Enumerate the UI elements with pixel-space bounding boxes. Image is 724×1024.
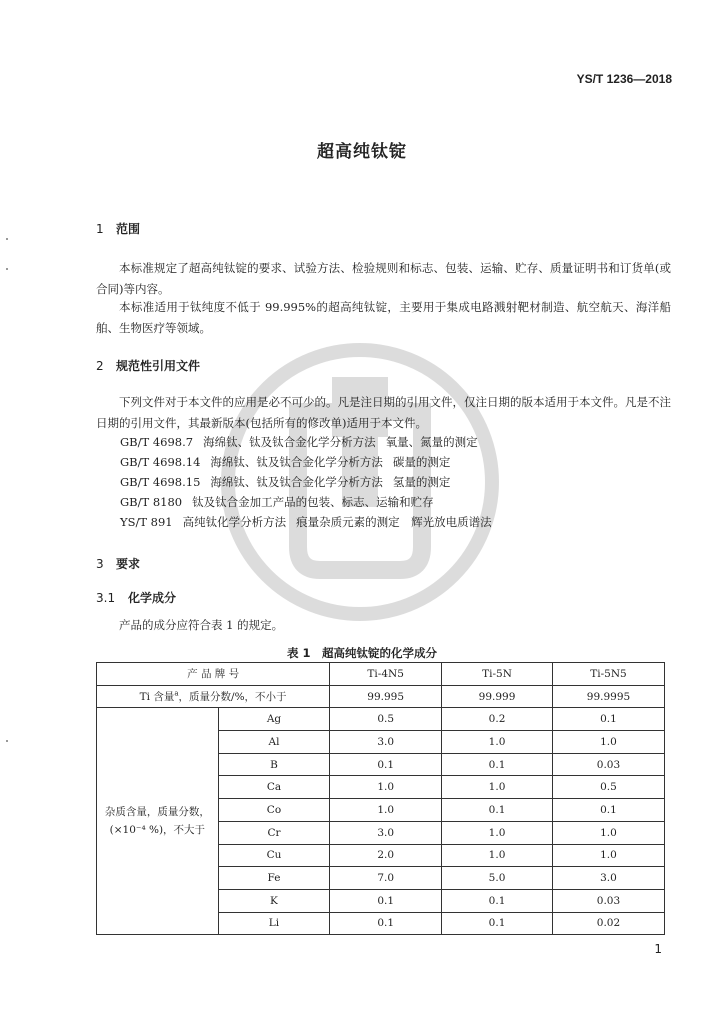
element-cell: Cr bbox=[218, 821, 330, 844]
scan-mark bbox=[6, 740, 8, 742]
table-row bbox=[97, 685, 665, 708]
subsection-number: 3.1 bbox=[96, 591, 116, 605]
paragraph: 本标准规定了超高纯钛锭的要求、试验方法、检验规则和标志、包装、运输、贮存、质量证明书和订货单(或合同)等内容。 bbox=[96, 261, 671, 296]
table-cell: 0.02 bbox=[552, 912, 664, 935]
table-cell: 0.2 bbox=[442, 708, 553, 731]
subsection-title: 化学成分 bbox=[128, 591, 177, 605]
grade-cell: Ti-5N bbox=[442, 663, 553, 686]
table-cell: 1.0 bbox=[552, 731, 664, 754]
section-title: 要求 bbox=[116, 557, 141, 571]
table-cell: 99.995 bbox=[330, 685, 442, 708]
table-cell: 0.03 bbox=[552, 753, 664, 776]
section-heading bbox=[96, 357, 200, 374]
table-caption: 表 1 超高纯钛锭的化学成分 bbox=[286, 646, 437, 660]
grade-cell: Ti-4N5 bbox=[330, 663, 442, 686]
table-cell: 1.0 bbox=[442, 776, 553, 799]
element-cell: Li bbox=[218, 912, 330, 935]
reference-item: GB/T 4698.14 海绵钛、钛及钛合金化学分析方法 碳量的测定 bbox=[120, 455, 451, 469]
table-cell: 99.999 bbox=[442, 685, 553, 708]
element-cell: B bbox=[218, 753, 330, 776]
table-header-row bbox=[97, 663, 665, 686]
reference-item: GB/T 4698.15 海绵钛、钛及钛合金化学分析方法 氢量的测定 bbox=[120, 475, 451, 489]
header-cell: 产 品 牌 号 bbox=[97, 663, 330, 686]
scan-mark bbox=[6, 268, 8, 270]
table-cell: 0.5 bbox=[552, 776, 664, 799]
subsection-heading bbox=[96, 589, 176, 606]
impurity-label: 杂质含量，质量分数， (×10⁻⁴ %)，不大于 bbox=[97, 708, 219, 935]
section-title: 范围 bbox=[116, 222, 141, 236]
element-cell: Ca bbox=[218, 776, 330, 799]
table-cell: 0.03 bbox=[552, 889, 664, 912]
paragraph: 产品的成分应符合表 1 的规定。 bbox=[119, 618, 284, 632]
page-number: 1 bbox=[654, 942, 662, 956]
table-cell: 0.1 bbox=[330, 912, 442, 935]
reference-list bbox=[120, 432, 680, 532]
table-cell: 3.0 bbox=[330, 731, 442, 754]
paragraph: 下列文件对于本文件的应用是必不可少的。凡是注日期的引用文件，仅注日期的版本适用于本文件。凡是不注日期的引用文件，其最新版本(包括所有的修改单)适用于本文件。 bbox=[96, 395, 671, 430]
table-cell: 99.9995 bbox=[552, 685, 664, 708]
ti-content-label: Ti 含量$^a$，质量分数/%，不小于 bbox=[97, 685, 330, 708]
element-cell: K bbox=[218, 889, 330, 912]
table-cell: 0.1 bbox=[442, 912, 553, 935]
reference-item: GB/T 4698.7 海绵钛、钛及钛合金化学分析方法 氧量、氮量的测定 bbox=[120, 435, 478, 449]
table-cell: 0.1 bbox=[552, 799, 664, 822]
table-cell: 0.1 bbox=[442, 889, 553, 912]
section-number: 3 bbox=[96, 557, 104, 571]
table-cell: 3.0 bbox=[552, 867, 664, 890]
table-cell: 0.1 bbox=[552, 708, 664, 731]
table-cell: 0.5 bbox=[330, 708, 442, 731]
element-cell: Co bbox=[218, 799, 330, 822]
table-cell: 1.0 bbox=[330, 776, 442, 799]
table-cell: 0.1 bbox=[442, 799, 553, 822]
element-cell: Al bbox=[218, 731, 330, 754]
table-cell: 0.1 bbox=[330, 753, 442, 776]
table-cell: 1.0 bbox=[442, 844, 553, 867]
reference-item: YS/T 891 高纯钛化学分析方法 痕量杂质元素的测定 辉光放电质谱法 bbox=[120, 515, 492, 529]
element-cell: Cu bbox=[218, 844, 330, 867]
section-number: 2 bbox=[96, 359, 104, 373]
table-cell: 7.0 bbox=[330, 867, 442, 890]
reference-item: GB/T 8180 钛及钛合金加工产品的包装、标志、运输和贮存 bbox=[120, 495, 434, 509]
table-cell: 1.0 bbox=[442, 821, 553, 844]
section-heading bbox=[96, 555, 140, 572]
grade-cell: Ti-5N5 bbox=[552, 663, 664, 686]
table-cell: 0.1 bbox=[330, 889, 442, 912]
table-cell: 2.0 bbox=[330, 844, 442, 867]
section-number: 1 bbox=[96, 222, 104, 236]
section-heading bbox=[96, 220, 140, 237]
section-title: 规范性引用文件 bbox=[116, 359, 201, 373]
paragraph: 本标准适用于钛纯度不低于 99.995%的超高纯钛锭，主要用于集成电路溅射靶材制造、航空航天、海洋船舶、生物医疗等领域。 bbox=[96, 300, 671, 335]
table-cell: 3.0 bbox=[330, 821, 442, 844]
table-cell: 1.0 bbox=[330, 799, 442, 822]
table-cell: 5.0 bbox=[442, 867, 553, 890]
standard-code: YS/T 1236—2018 bbox=[576, 72, 672, 86]
table-cell: 1.0 bbox=[442, 731, 553, 754]
element-cell: Ag bbox=[218, 708, 330, 731]
table-row bbox=[97, 708, 665, 731]
table-cell: 1.0 bbox=[552, 821, 664, 844]
scan-mark bbox=[6, 238, 8, 240]
table-cell: 1.0 bbox=[552, 844, 664, 867]
document-title: 超高纯钛锭 bbox=[317, 142, 407, 162]
chemical-composition-table bbox=[96, 662, 665, 935]
table-cell: 0.1 bbox=[442, 753, 553, 776]
element-cell: Fe bbox=[218, 867, 330, 890]
